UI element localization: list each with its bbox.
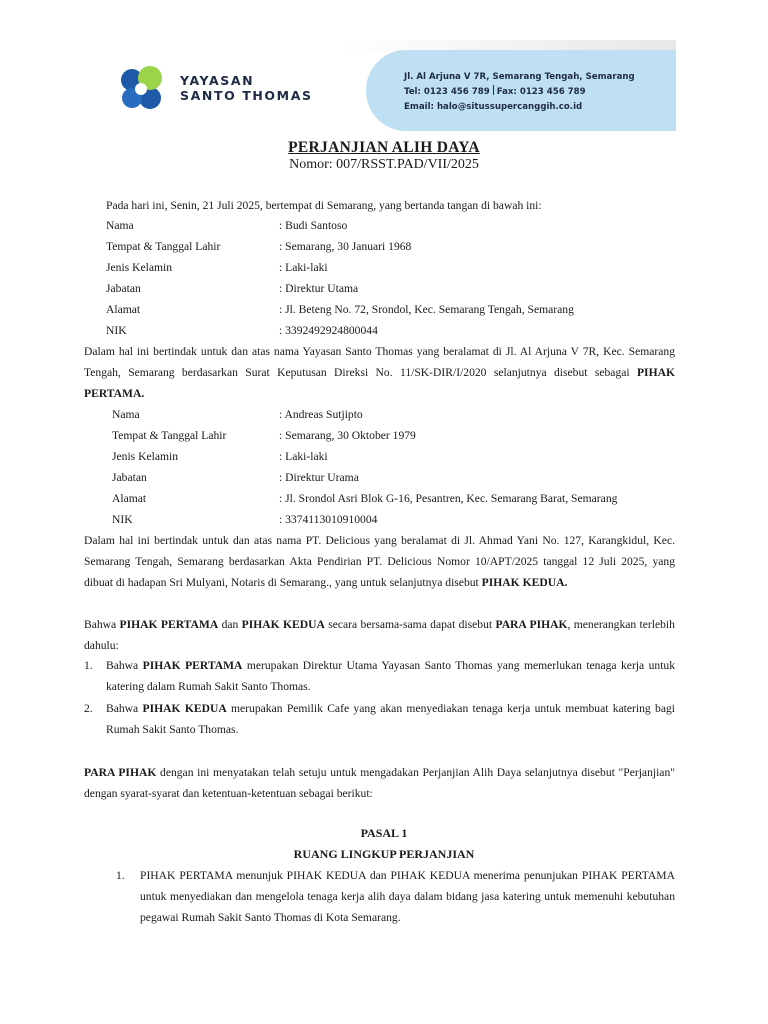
- party2-value-nama: : Andreas Sutjipto: [279, 408, 363, 421]
- contact-address: Jl. Al Arjuna V 7R, Semarang Tengah, Semarang: [404, 72, 635, 82]
- opening-text: Pada hari ini, Senin, 21 Juli 2025, bertempat di Semarang, yang bertanda tangan di bawah ini:: [106, 199, 542, 212]
- list-number-2: 2.: [84, 702, 93, 715]
- pasal-item-text: PIHAK PERTAMA menunjuk PIHAK KEDUA dan PIHAK KEDUA menerima penunjukan PIHAK PERTAMA untuk menyediakan dan mengelola tenaga kerja alih daya dalam bidang jasa katering untuk memenuhi kebutuhan pegawai Rumah Sakit Santo Thomas di Kota Semarang.: [140, 869, 675, 924]
- party2-label-nik: NIK: [112, 513, 133, 526]
- yayasan-logo-icon: [116, 64, 166, 114]
- party1-value-ttl: : Semarang, 30 Januari 1968: [279, 240, 412, 253]
- para-pihak-intro: [84, 614, 675, 656]
- party1-value-nik: : 3392492924800044: [279, 324, 378, 337]
- intro-para-pihak: PARA PIHAK: [495, 618, 568, 631]
- party1-value-nama: : Budi Santoso: [279, 219, 348, 232]
- brand-name: [180, 73, 313, 103]
- party2-label-gender: Jenis Kelamin: [112, 450, 179, 463]
- list-item-2: [106, 698, 675, 740]
- intro-word-1: Bahwa: [84, 618, 117, 631]
- party1-label-nik: NIK: [106, 324, 127, 337]
- party2-label-alamat: Alamat: [112, 492, 147, 505]
- agreement-text: dengan ini menyatakan telah setuju untuk mengadakan Perjanjian Alih Daya selanjutnya disebut "Perjanjian" dengan syarat-syarat dan ketentuan-ketentuan sebagai berikut:: [84, 766, 675, 800]
- agreement-statement: [84, 762, 675, 804]
- contact-email: Email: halo@situssupercanggih.co.id: [404, 102, 583, 112]
- party2-label-jabatan: Jabatan: [112, 471, 147, 484]
- brand-line-1: YAYASAN: [180, 73, 255, 88]
- brand-line-2: SANTO THOMAS: [180, 88, 313, 103]
- intro-word-2: dan: [221, 618, 239, 631]
- list-item-1-rest: merupakan Direktur Utama Yayasan Santo Thomas yang memerlukan tenaga kerja untuk katering dalam Rumah Sakit Santo Thomas.: [106, 659, 676, 693]
- party2-value-nik: : 3374113010910004: [279, 513, 378, 526]
- pasal-number: PASAL 1: [360, 826, 408, 840]
- party2-value-ttl: : Semarang, 30 Oktober 1979: [279, 429, 416, 442]
- list-item-1-pre: Bahwa: [106, 659, 139, 672]
- party2-label-ttl: Tempat & Tanggal Lahir: [112, 429, 227, 442]
- party1-value-jabatan: : Direktur Utama: [279, 282, 359, 295]
- party1-label-ttl: Tempat & Tanggal Lahir: [106, 240, 221, 253]
- intro-word-3: secara bersama-sama dapat disebut: [328, 618, 493, 631]
- party1-role: PIHAK PERTAMA.: [84, 366, 675, 400]
- party1-desc-text: Dalam hal ini bertindak untuk dan atas nama Yayasan Santo Thomas yang beralamat di Jl. Al Arjuna V 7R, Kec. Semarang Tengah, Semarang berdasarkan Surat Keputusan Direksi No. 11/SK-DIR/I/2020 selanjutnya disebut sebagai: [84, 345, 675, 379]
- party2-description: [84, 530, 675, 593]
- list-item-2-pre: Bahwa: [106, 702, 139, 715]
- party1-label-gender: Jenis Kelamin: [106, 261, 173, 274]
- party1-value-gender: : Laki-laki: [279, 261, 328, 274]
- contact-separator: [493, 85, 494, 95]
- party1-label-alamat: Alamat: [106, 303, 141, 316]
- party2-desc-text: Dalam hal ini bertindak untuk dan atas nama PT. Delicious yang beralamat di Jl. Ahmad Yani No. 127, Karangkidul, Kec. Semarang Tengah, Semarang berdasarkan Akta Pendirian PT. Delicious Nomor 10/APT/2025 tanggal 12 Juli 2025, yang dibuat di hadapan Sri Mulyani, Notaris di Semarang., yang untuk selanjutnya disebut: [84, 534, 675, 589]
- contact-tel: Tel: 0123 456 789: [404, 87, 490, 97]
- document-number: Nomor: 007/RSST.PAD/VII/2025: [289, 157, 479, 172]
- pasal-title: RUANG LINGKUP PERJANJIAN: [293, 847, 475, 861]
- list-number-1: 1.: [84, 659, 93, 672]
- list-item-2-rest: merupakan Pemilik Cafe yang akan menyediakan tenaga kerja untuk membuat katering bagi Rumah Sakit Santo Thomas.: [106, 702, 675, 736]
- list-item-1: [106, 655, 675, 697]
- agreement-para-pihak: PARA PIHAK: [84, 766, 157, 779]
- party1-value-alamat: : Jl. Beteng No. 72, Srondol, Kec. Semarang Tengah, Semarang: [279, 303, 574, 316]
- party1-label-jabatan: Jabatan: [106, 282, 141, 295]
- contact-phone-line: [404, 85, 635, 100]
- party2-value-jabatan: : Direktur Urama: [279, 471, 359, 484]
- list-item-1-bold: PIHAK PERTAMA: [142, 659, 243, 672]
- pasal-item-number: 1.: [116, 869, 125, 882]
- party2-value-gender: : Laki-laki: [279, 450, 328, 463]
- party1-label-nama: Nama: [106, 219, 134, 232]
- contact-info: [404, 70, 635, 115]
- intro-pihak-pertama: PIHAK PERTAMA: [119, 618, 219, 631]
- intro-pihak-kedua: PIHAK KEDUA: [241, 618, 325, 631]
- document-title: PERJANJIAN ALIH DAYA: [288, 139, 480, 156]
- list-item-2-bold: PIHAK KEDUA: [142, 702, 227, 715]
- party2-value-alamat: : Jl. Srondol Asri Blok G-16, Pesantren, Kec. Semarang Barat, Semarang: [279, 492, 618, 505]
- contact-fax: Fax: 0123 456 789: [496, 87, 586, 97]
- party2-role: PIHAK KEDUA.: [481, 576, 568, 589]
- party1-description: [84, 341, 675, 404]
- intro-word-4: , menerangkan terlebih dahulu:: [84, 618, 675, 652]
- party2-label-nama: Nama: [112, 408, 140, 421]
